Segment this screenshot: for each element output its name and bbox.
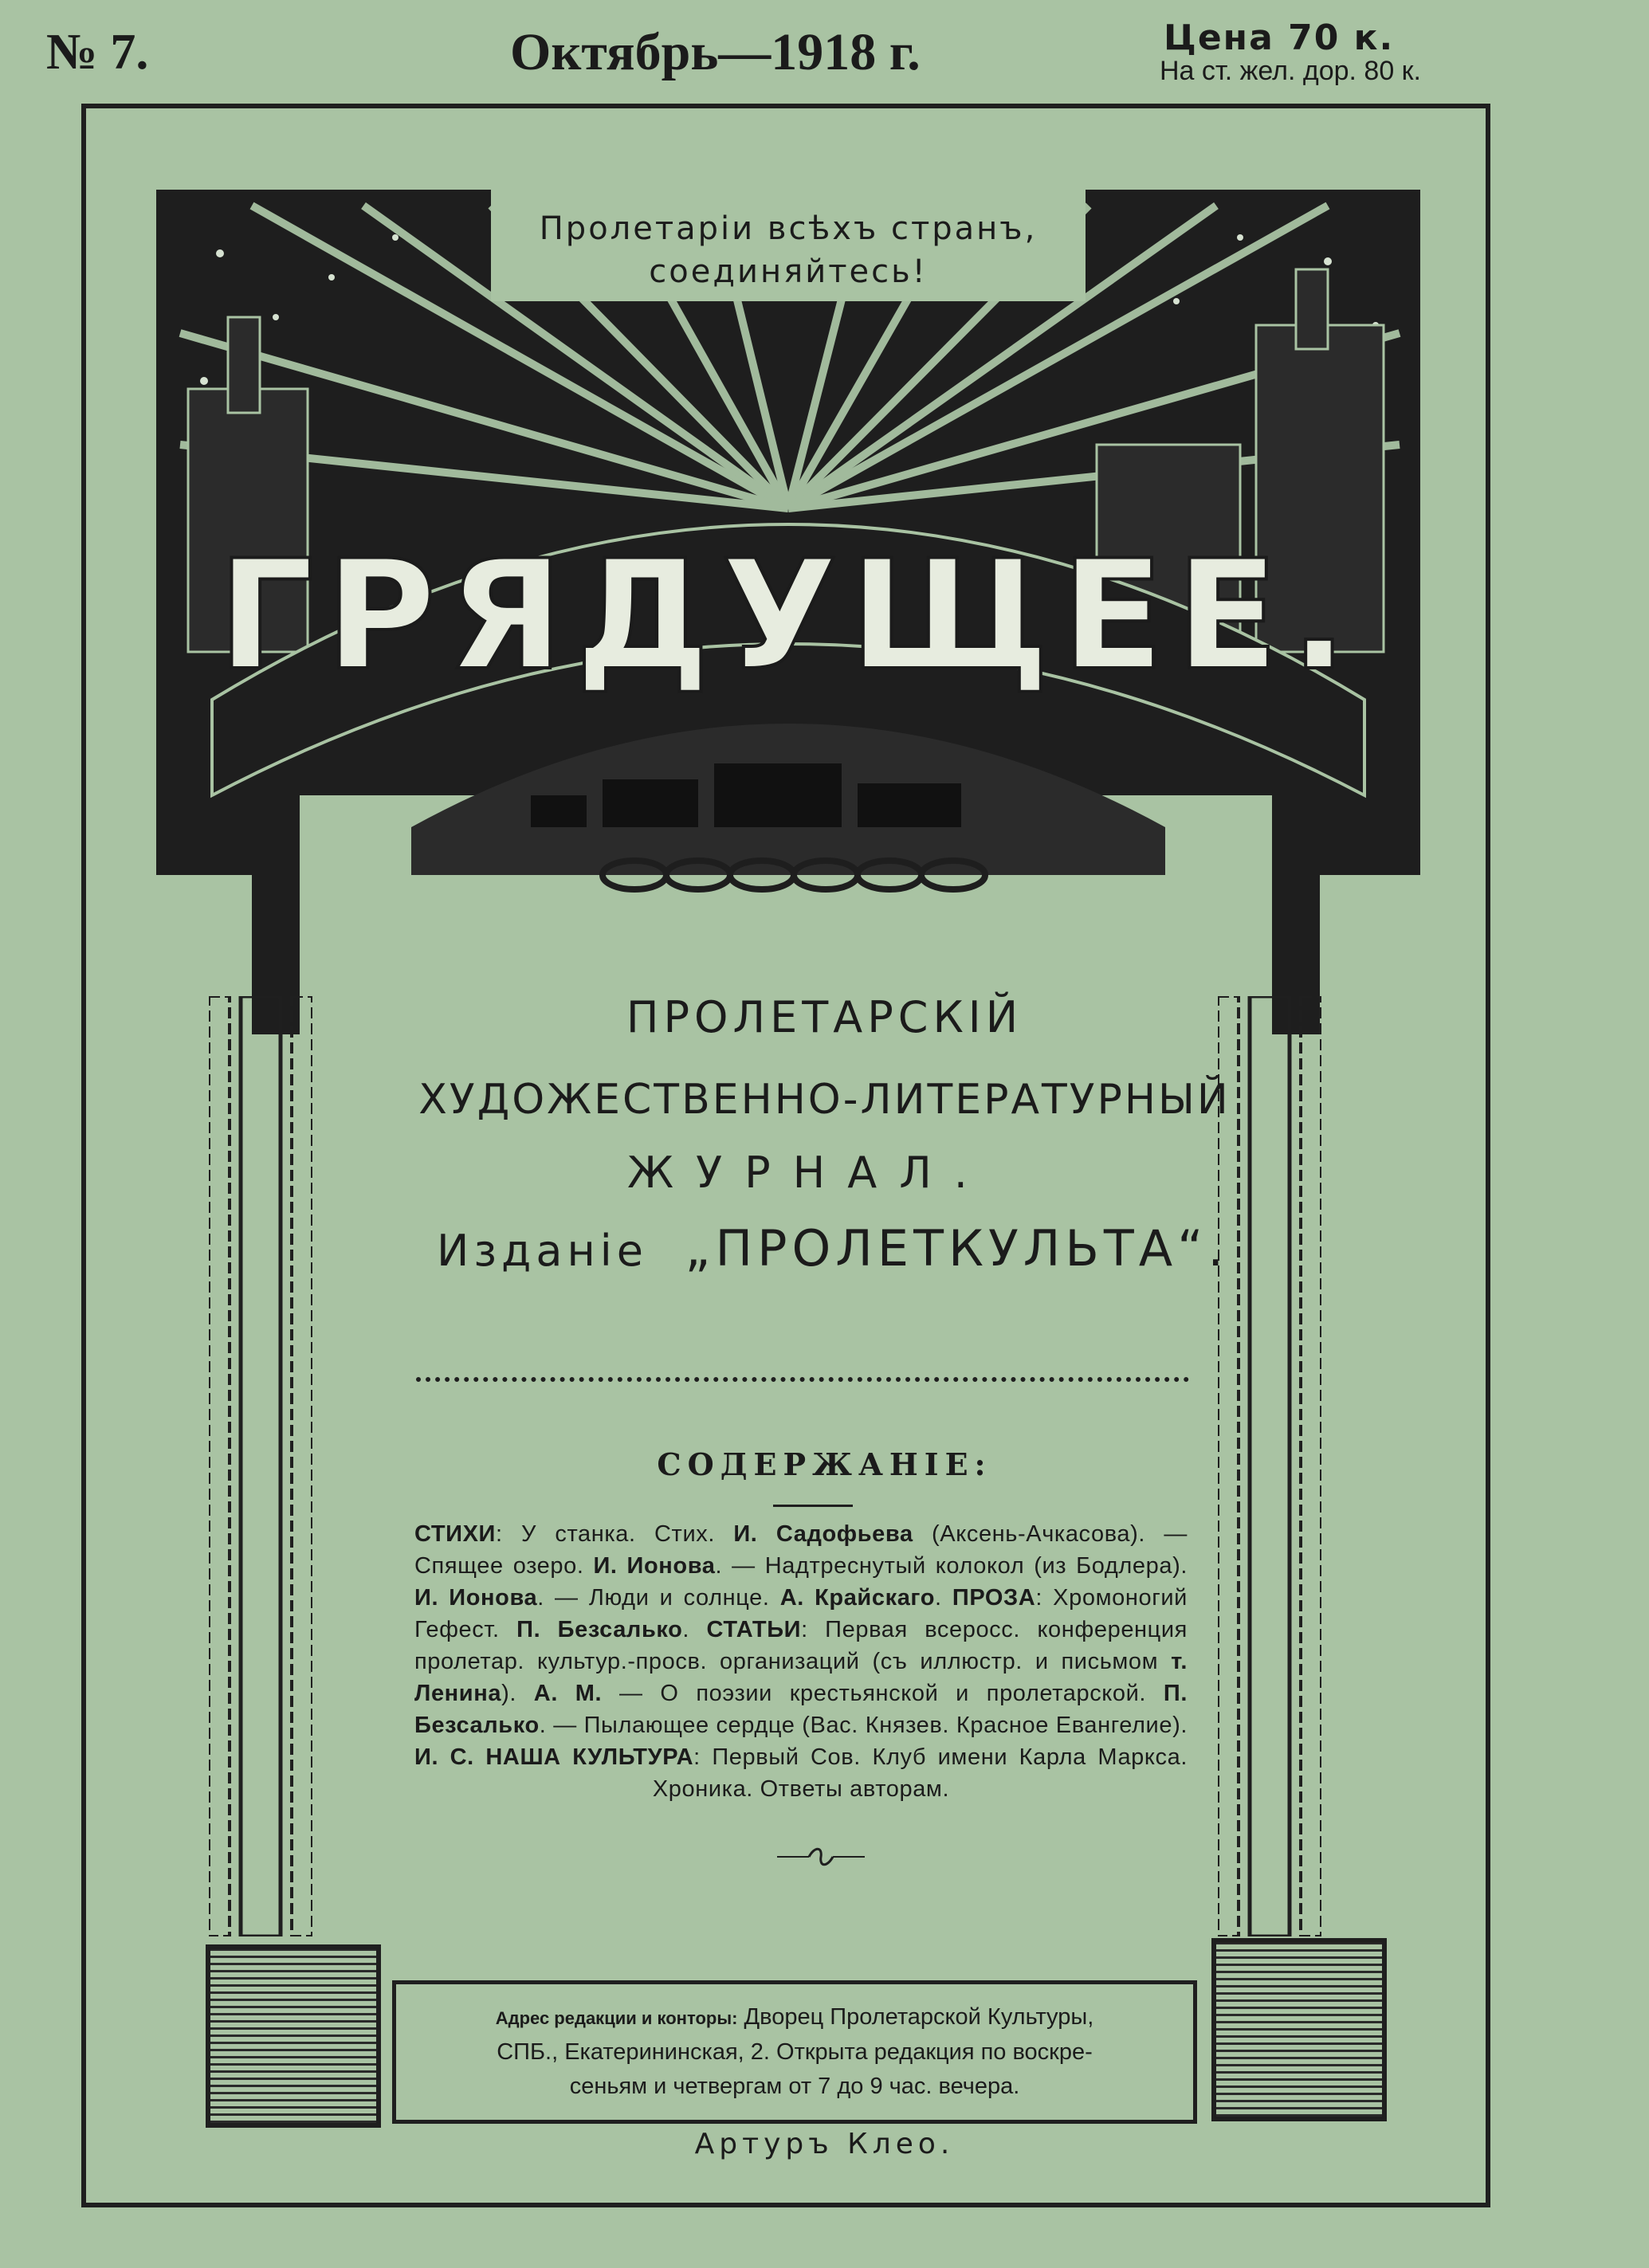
issue-number: № 7.	[46, 23, 149, 80]
contents-bold-part: т. Ленина	[414, 1649, 1188, 1706]
contents-bold-part: И. Ионова	[414, 1585, 538, 1611]
contents-bold-part: СТАТЬИ	[706, 1617, 802, 1642]
contents-bold-part: А. М.	[533, 1681, 603, 1706]
publisher-name: „ПРОЛЕТКУЛЬТА“.	[685, 1219, 1229, 1277]
contents-bold-part: П. Безсалько	[516, 1617, 683, 1642]
contents-part: . — Надтреснутый колокол (из Бодлера).	[715, 1553, 1188, 1579]
subtitle-line-2: ХУДОЖЕСТВЕННО-ЛИТЕРАТУРНЫЙ	[418, 1076, 1231, 1124]
contents-part	[474, 1744, 486, 1770]
subtitle-line-1: ПРОЛЕТАРСКIЙ	[626, 992, 1023, 1042]
journal-title: ГРЯДУЩЕЕ.	[218, 528, 1359, 704]
dotted-divider	[416, 1377, 1189, 1382]
contents-bold-part: НАША КУЛЬТУРА	[485, 1744, 694, 1770]
contents-part: : Хромоногий Гефест.	[414, 1585, 1188, 1642]
contents-part: ).	[501, 1681, 534, 1706]
slogan-line-2: соединяйтесь!	[649, 253, 928, 290]
publisher-line	[8, 1219, 1649, 1277]
contents-bold-part: СТИХИ	[414, 1521, 496, 1547]
contents-text	[414, 1518, 1188, 1805]
slogan-line-1: Пролетарiи всѣхъ странъ,	[539, 210, 1038, 247]
contents-part: .	[682, 1617, 707, 1642]
contents-part: .	[935, 1585, 952, 1611]
publisher-prefix: Изданiе	[436, 1226, 649, 1276]
contents-part: (Аксень-Ачкасова). — Спящее озеро.	[414, 1521, 1188, 1579]
address-line-1: Дворец Пролетарской Культуры,	[737, 2004, 1094, 2030]
contents-part: . — Пылающее сердце (Вас. Князев. Красное Евангелие).	[539, 1713, 1188, 1738]
contents-part: : Первый Сов. Клуб имени Карла Маркса. Хроника. Ответы авторам.	[652, 1744, 1188, 1802]
subtitle-line-3: ЖУРНАЛ.	[627, 1148, 990, 1198]
contents-part: : Первая всеросс. конференция пролетар. культур.-просв. организаций (съ иллюстр. и письмом	[414, 1617, 1188, 1674]
contents-bold-part: П. Безсалько	[414, 1681, 1188, 1738]
address-lead: Адрес редакции и конторы:	[495, 2008, 738, 2028]
artist-signature: Артуръ Клео.	[694, 2128, 955, 2160]
address-line-3: сеньям и четвергам от 7 до 9 час. вечера.	[569, 2074, 1020, 2099]
price-railway: На ст. жел. дор. 80 к.	[1160, 56, 1421, 86]
cover-illustration	[156, 190, 1420, 1058]
contents-part: — О поэзии крестьянской и пролетарской.	[602, 1681, 1164, 1706]
contents-bold-part: И. Ионова	[593, 1553, 716, 1579]
contents-rule	[773, 1505, 853, 1507]
address-box	[392, 1980, 1197, 2124]
contents-bold-part: И. С.	[414, 1744, 474, 1770]
address-line-2: СПБ., Екатерининская, 2. Открыта редакция по воскре-	[497, 2039, 1093, 2065]
issue-date: Октябрь—1918 г.	[510, 23, 921, 81]
masthead	[0, 0, 1649, 96]
contents-heading: СОДЕРЖАНIЕ:	[657, 1446, 992, 1482]
price: Цена 70 к.	[1164, 18, 1395, 58]
right-pillar-base	[1211, 1938, 1387, 2121]
contents-bold-part: ПРОЗА	[952, 1585, 1036, 1611]
left-pillar-base	[206, 1944, 381, 2128]
contents-bold-part: И. Садофьева	[733, 1521, 913, 1547]
ornament-flourish	[773, 1845, 869, 1869]
contents-bold-part: А. Крайскаго	[779, 1585, 936, 1611]
contents-part: : У станка. Стих.	[495, 1521, 734, 1547]
contents-part: . — Люди и солнце.	[537, 1585, 780, 1611]
